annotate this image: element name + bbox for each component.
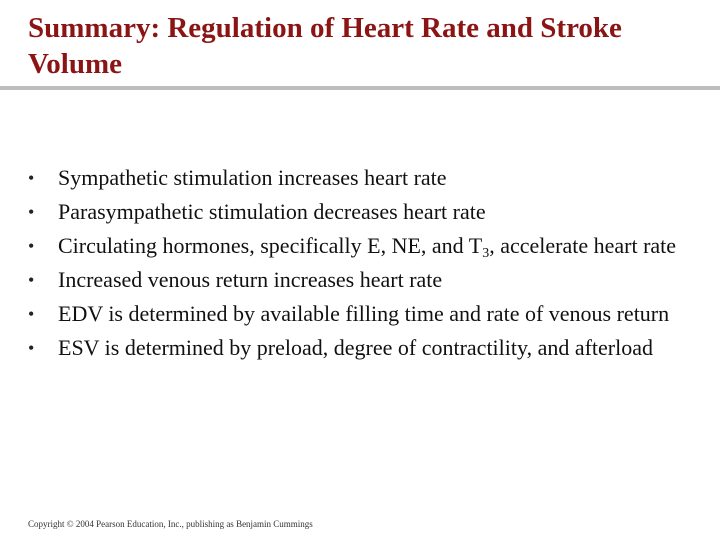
bullet-icon: • bbox=[28, 236, 35, 256]
bullet-list bbox=[26, 166, 706, 370]
slide-title: Summary: Regulation of Heart Rate and Stroke Volume bbox=[28, 12, 622, 80]
bullet-item bbox=[26, 200, 706, 224]
bullet-item bbox=[26, 336, 706, 360]
bullet-icon: • bbox=[28, 168, 35, 188]
bullet-text: EDV is determined by available filling time and rate of venous return bbox=[58, 301, 670, 326]
bullet-text-main: Circulating hormones, specifically E, NE, and T bbox=[58, 233, 483, 258]
bullet-text-tail: , accelerate heart rate bbox=[489, 233, 677, 258]
bullet-icon: • bbox=[28, 304, 35, 324]
bullet-item bbox=[26, 233, 706, 261]
bullet-icon: • bbox=[28, 202, 35, 222]
bullet-icon: • bbox=[28, 270, 35, 290]
bullet-text: Parasympathetic stimulation decreases heart rate bbox=[58, 199, 486, 224]
bullet-icon: • bbox=[28, 338, 35, 358]
bullet-item bbox=[26, 166, 706, 190]
bullet-text bbox=[58, 233, 677, 261]
bullet-item bbox=[26, 302, 706, 326]
subscript: 3 bbox=[482, 246, 490, 261]
bullet-text: ESV is determined by preload, degree of contractility, and afterload bbox=[58, 335, 654, 360]
copyright-notice: Copyright © 2004 Pearson Education, Inc., publishing as Benjamin Cummings bbox=[28, 519, 313, 529]
bullet-text: Sympathetic stimulation increases heart rate bbox=[58, 165, 447, 190]
bullet-text: Increased venous return increases heart rate bbox=[58, 267, 443, 292]
bullet-item bbox=[26, 268, 706, 292]
title-divider bbox=[0, 86, 720, 90]
